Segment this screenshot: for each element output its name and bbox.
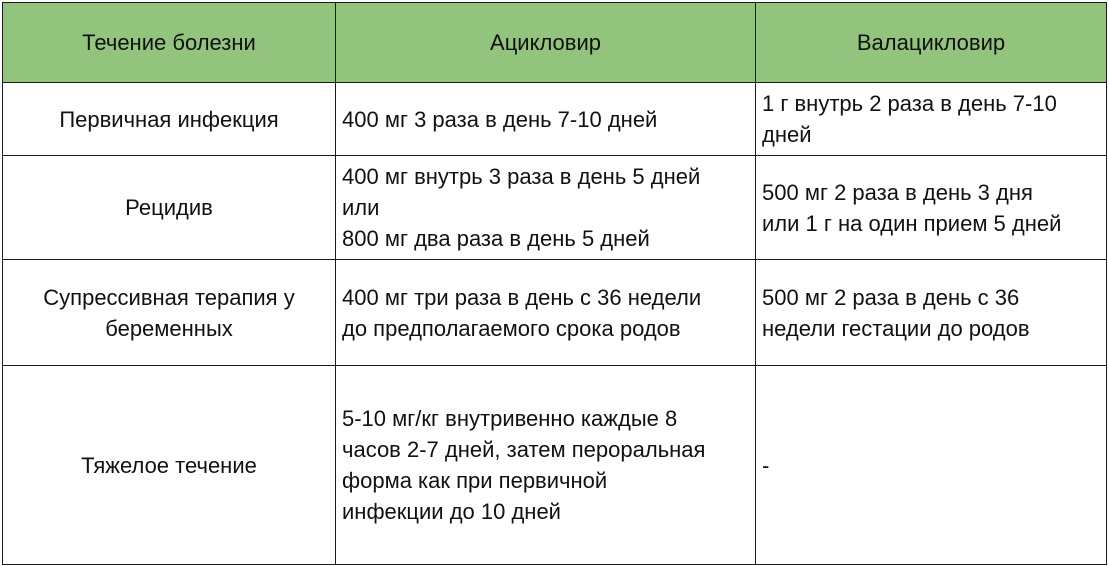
cell-line: 400 мг три раза в день с 36 недели bbox=[342, 284, 702, 310]
cell-line: 1 г внутрь 2 раза в день 7-10 bbox=[762, 91, 1057, 116]
table-row bbox=[3, 260, 1107, 366]
acyclovir-cell bbox=[336, 83, 756, 156]
cell-line: Первичная инфекция bbox=[59, 106, 279, 132]
cell-line: 400 мг внутрь 3 раза в день 5 дней bbox=[342, 164, 701, 189]
header-row bbox=[3, 3, 1107, 83]
acyclovir-cell bbox=[336, 156, 756, 260]
valacyclovir-cell bbox=[756, 156, 1107, 260]
cell-line: дней bbox=[762, 122, 812, 147]
header-valacyclovir: Валацикловир bbox=[756, 3, 1107, 83]
valacyclovir-cell bbox=[756, 83, 1107, 156]
header-acyclovir: Ацикловир bbox=[336, 3, 756, 83]
valacyclovir-cell bbox=[756, 260, 1107, 366]
cell-line: Супрессивная терапия у bbox=[43, 284, 295, 310]
cell-line: 500 мг 2 раза в день 3 дня bbox=[762, 179, 1033, 205]
cell-line: Тяжелое течение bbox=[81, 452, 257, 478]
valacyclovir-cell bbox=[756, 366, 1107, 565]
cell-line: инфекции до 10 дней bbox=[342, 499, 561, 524]
cell-line: до предполагаемого срока родов bbox=[342, 315, 681, 341]
cell-line: Рецидив bbox=[125, 195, 213, 220]
cell-line: - bbox=[762, 452, 770, 478]
condition-cell bbox=[3, 83, 336, 156]
condition-cell bbox=[3, 156, 336, 260]
table-row bbox=[3, 156, 1107, 260]
cell-line: форма как при первичной bbox=[342, 468, 608, 493]
table-row bbox=[3, 366, 1107, 565]
acyclovir-cell bbox=[336, 366, 756, 565]
header-condition: Течение болезни bbox=[3, 3, 336, 83]
cell-line: 800 мг два раза в день 5 дней bbox=[342, 226, 650, 251]
cell-line: беременных bbox=[105, 315, 233, 341]
cell-line: 400 мг 3 раза в день 7-10 дней bbox=[342, 106, 658, 132]
cell-line: 500 мг 2 раза в день с 36 bbox=[762, 284, 1020, 310]
dosage-table bbox=[2, 2, 1107, 565]
condition-cell bbox=[3, 366, 336, 565]
table-row bbox=[3, 83, 1107, 156]
condition-cell bbox=[3, 260, 336, 366]
cell-line: часов 2-7 дней, затем пероральная bbox=[342, 437, 706, 462]
cell-line: или bbox=[342, 195, 380, 220]
acyclovir-cell bbox=[336, 260, 756, 366]
cell-line: 5-10 мг/кг внутривенно каждые 8 bbox=[342, 406, 678, 431]
cell-line: или 1 г на один прием 5 дней bbox=[762, 210, 1062, 236]
cell-line: недели гестации до родов bbox=[762, 315, 1030, 341]
